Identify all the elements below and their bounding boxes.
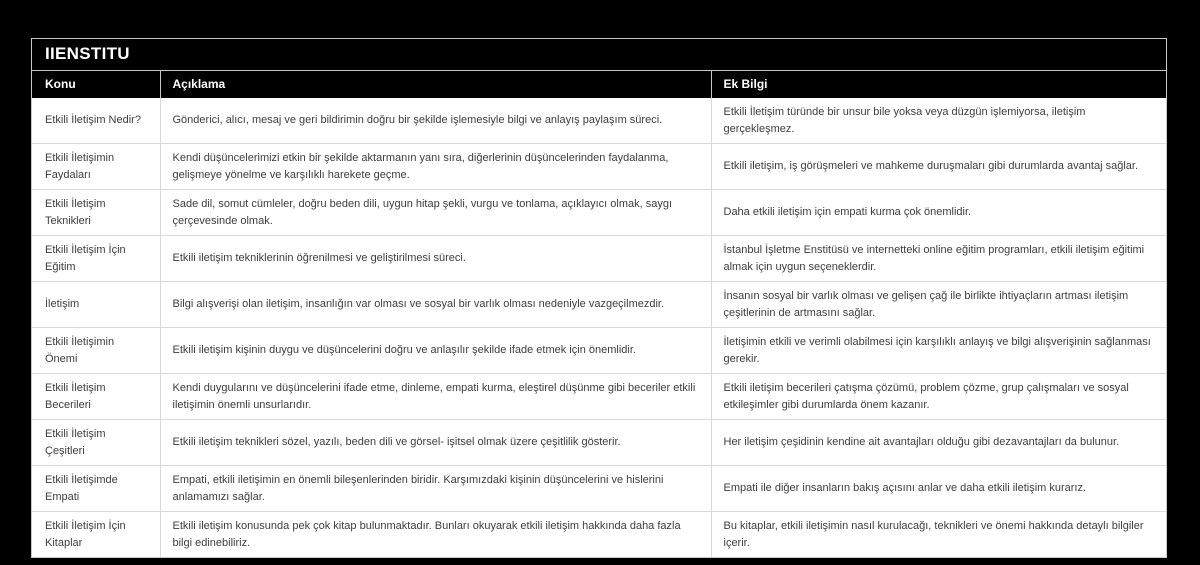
cell-ek-bilgi: Daha etkili iletişim için empati kurma çok önemlidir. bbox=[711, 190, 1166, 236]
cell-konu: Etkili İletişimin Önemi bbox=[32, 328, 160, 374]
cell-konu: Etkili İletişim Nedir? bbox=[45, 114, 141, 127]
table-row bbox=[32, 144, 1166, 190]
cell-ek-bilgi: Etkili iletişim, iş görüşmeleri ve mahkeme duruşmaları gibi durumlarda avantaj sağlar. bbox=[711, 144, 1166, 190]
table-header-row bbox=[32, 71, 1166, 98]
cell-aciklama: Etkili iletişim kişinin duygu ve düşüncelerini doğru ve anlaşılır şekilde ifade etmek için önemlidir. bbox=[160, 328, 711, 374]
cell-ek-bilgi: İletişimin etkili ve verimli olabilmesi için karşılıklı anlayış ve bilgi alışverişinin sağlanması gerekir. bbox=[711, 328, 1166, 374]
table-row bbox=[32, 466, 1166, 512]
content-panel bbox=[31, 38, 1167, 558]
cell-aciklama: Sade dil, somut cümleler, doğru beden dili, uygun hitap şekli, vurgu ve tonlama, açıklayıcı olmak, saygı çerçevesinde olmak. bbox=[160, 190, 711, 236]
column-header-ek-bilgi: Ek Bilgi bbox=[711, 71, 1166, 98]
page-title: IIENSTITU bbox=[32, 39, 1166, 71]
info-table bbox=[32, 71, 1166, 557]
cell-ek-bilgi: Her iletişim çeşidinin kendine ait avantajları olduğu gibi dezavantajları da bulunur. bbox=[711, 420, 1166, 466]
cell-konu: Etkili İletişim Çeşitleri bbox=[32, 420, 160, 466]
cell-konu: İletişim bbox=[32, 282, 160, 328]
cell-konu: Etkili İletişimin Faydaları bbox=[32, 144, 160, 190]
table-row bbox=[32, 420, 1166, 466]
table-row bbox=[32, 328, 1166, 374]
cell-aciklama: Etkili iletişim konusunda pek çok kitap bulunmaktadır. Bunları okuyarak etkili iletişim hakkında daha fazla bilgi edinebiliriz. bbox=[160, 512, 711, 558]
cell-ek-bilgi: Bu kitaplar, etkili iletişimin nasıl kurulacağı, teknikleri ve önemi hakkında detaylı bilgiler içerir. bbox=[711, 512, 1166, 558]
cell-konu: Etkili İletişim İçin Eğitim bbox=[32, 236, 160, 282]
cell-ek-bilgi: Etkili İletişim türünde bir unsur bile yoksa veya düzgün işlemiyorsa, iletişim gerçekleşmez. bbox=[711, 98, 1166, 144]
cell-konu: Etkili İletişim Teknikleri bbox=[32, 190, 160, 236]
table-row bbox=[32, 374, 1166, 420]
cell-aciklama: Etkili iletişim tekniklerinin öğrenilmesi ve geliştirilmesi süreci. bbox=[160, 236, 711, 282]
column-header-konu: Konu bbox=[32, 71, 160, 98]
cell-aciklama: Kendi duygularını ve düşüncelerini ifade etme, dinleme, empati kurma, eleştirel düşünme gibi beceriler etkili iletişimin önemli unsurlarıdır. bbox=[160, 374, 711, 420]
cell-ek-bilgi: İstanbul İşletme Enstitüsü ve internetteki online eğitim programları, etkili iletişim eğitimi almak için uygun seçeneklerdir. bbox=[711, 236, 1166, 282]
table-row bbox=[32, 512, 1166, 558]
table-row bbox=[32, 190, 1166, 236]
cell-aciklama: Bilgi alışverişi olan iletişim, insanlığın var olması ve sosyal bir varlık olması nedeniyle vazgeçilmezdir. bbox=[160, 282, 711, 328]
table-row bbox=[32, 98, 1166, 144]
cell-konu: Etkili İletişim Becerileri bbox=[32, 374, 160, 420]
cell-ek-bilgi: Etkili iletişim becerileri çatışma çözümü, problem çözme, grup çalışmaları ve sosyal etkileşimler gibi durumlarda önem kazanır. bbox=[711, 374, 1166, 420]
cell-aciklama: Kendi düşüncelerimizi etkin bir şekilde aktarmanın yanı sıra, diğerlerinin düşüncelerinden faydalanma, gelişmeye yönelme ve karşılıklı harekete geçme. bbox=[160, 144, 711, 190]
table-row bbox=[32, 236, 1166, 282]
column-header-aciklama: Açıklama bbox=[160, 71, 711, 98]
cell-ek-bilgi: Empati ile diğer insanların bakış açısını anlar ve daha etkili iletişim kurarız. bbox=[711, 466, 1166, 512]
cell-aciklama: Gönderici, alıcı, mesaj ve geri bildirimin doğru bir şekilde işlemesiyle bilgi ve anlayış paylaşım süreci. bbox=[160, 98, 711, 144]
cell-konu: Etkili İletişimde Empati bbox=[32, 466, 160, 512]
cell-konu: Etkili İletişim İçin Kitaplar bbox=[32, 512, 160, 558]
cell-aciklama: Empati, etkili iletişimin en önemli bileşenlerinden biridir. Karşımızdaki kişinin düşüncelerini ve hislerini anlamamızı sağlar. bbox=[160, 466, 711, 512]
table-row bbox=[32, 282, 1166, 328]
cell-aciklama: Etkili iletişim teknikleri sözel, yazılı, beden dili ve görsel- işitsel olmak üzere çeşitlilik gösterir. bbox=[160, 420, 711, 466]
cell-ek-bilgi: İnsanın sosyal bir varlık olması ve gelişen çağ ile birlikte ihtiyaçların artması iletişim çeşitlerinin de artmasını sağlar. bbox=[711, 282, 1166, 328]
